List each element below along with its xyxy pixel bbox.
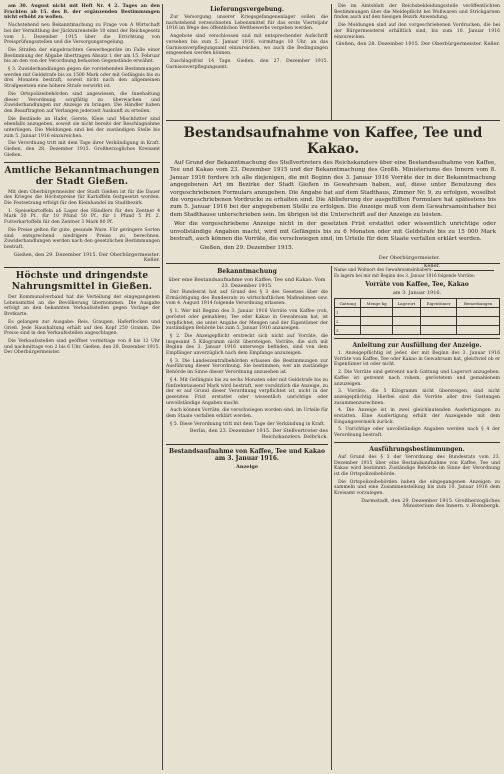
signature: Gießen, den 29. Dezember 1915. Der Oberbürgermeister. Keller.: [13, 251, 160, 264]
table-row: [335, 317, 500, 326]
paragraph: Der Kommunalverband hat die Verteilung der eingegangenen Lebensmittel an die Bevölkerung übernommen. Die Ausgabe erfolgt an den bekannten Verkaufsstellen gegen Vorlage der Brotkarte.: [4, 295, 160, 318]
table-cell: [420, 326, 456, 335]
paragraph: Es gelangen zur Ausgabe: Reis, Graupen, Haferflocken und Grieß. Jede Haushaltung erhält auf den Kopf 250 Gramm. Die Preise sind in den Verkaufsstellen angeschlagen.: [4, 319, 160, 337]
form-subheading: Anzeige: [235, 463, 259, 470]
paragraph: Nachstehend neu Bekanntmachung zu Frage von A Wirtschaft bei der Vermittlung der Jäckwarenstelle 10 einst der Reichsgesetz vom 1. Dezember 1915 über die Errichtung von Preisprüfungsstellen und die Versorgungsregelung.: [4, 23, 160, 46]
column-bottom-right: [334, 266, 500, 770]
main-signer: Der Oberbürgermeister.: [378, 254, 440, 261]
column-top-right: [334, 4, 500, 120]
main-date: Gießen, den 29. Dezember 1915.: [200, 245, 294, 252]
table-header: Gattung: [335, 299, 361, 308]
paragraph: 1. Speisekartoffeln ab Lager des Händlers für den Zentner 4 Mark 50 Pf., für 10 Pfund 50 Pf., für 1 Pfund 5 Pf. 2. Futterkartoffeln für den Zentner 3 Mark 80 Pf.: [4, 208, 160, 226]
table-header: Lagerort: [392, 299, 420, 308]
paragraph: Angebote sind verschlossen und mit entsprechender Aufschrift versehen bis zum 5. Januar 1916, vormittags 10 Uhr, an das Garnisonverpflegungsamt einzureichen, wo auch die Bedingungen eingesehen werden können.: [166, 34, 328, 57]
paragraph: 5. Unrichtige oder unvollständige Angaben werden nach § 4 der Verordnung bestraft.: [334, 427, 500, 439]
table-row: [335, 308, 500, 317]
table-cell: [392, 308, 420, 317]
table-cell: [361, 308, 392, 317]
section-heading: Ausführungsbestimmungen.: [369, 445, 465, 453]
table-cell: [457, 326, 500, 335]
column-rule: [331, 266, 332, 770]
main-paragraph: Auf Grund der Bekanntmachung des Stellvertreters des Reichskanzlers über eine Bestandsaufnahme von Kaffee, Tee und Kakao vom 23. Dezember 1915 und der Bekanntmachung des Großh. Ministeriums des Innern vom 8. Januar 1916 fordere ich alle diejenigen, die mit Beginn des 3. Januar 1916 Vorräte der in der Bekanntmachung angegebenen Art im Bezirke der Stadt Gießen in Gewahrsam haben, auf, diese unter Benutzung des vorgeschriebenen Formulars anzugeben. Die Angabe hat auf dem Stadthaus, Zimmer Nr. 9, zu erfolgen, woselbst die vorgeschriebenen Vordrucke zu erhalten sind. Die Ablieferung der ausgefüllten Formulare hat spätestens bis zum 5. Januar 1916 bei der angegebenen Stelle zu erfolgen. Die Anzeige muß von dem Gewahrsamsinhaber bei dem Stadthause unterschrieben sein. Im übrigen ist die Unterschrift auf der Anzeige zu leisten.: [170, 160, 496, 218]
main-name: Keller.: [423, 262, 440, 269]
form-label: Es lagern bei mir mit Beginn des 3. Januar 1916 folgende Vorräte:: [334, 273, 475, 278]
paragraph: 1. Anzeigepflichtig ist jeder, der mit Beginn des 3. Januar 1916 Vorräte von Kaffee, Tee oder Kakao in Gewahrsam hat, gleichviel ob er Eigentümer ist oder nicht.: [334, 351, 500, 368]
main-paragraph: Wer die vorgeschriebene Anzeige nicht in der gesetzten Frist erstattet oder wissentlich unrichtige oder unvollständige Angaben macht, wird mit Gefängnis bis zu 6 Monaten oder mit Geldstrafe bis zu 15 000 Mark bestraft, auch können die Vorräte, die verschwiegen sind, im Urteile für dem Staate verfallen erklärt werden.: [170, 221, 496, 243]
inventory-table: [334, 298, 500, 335]
divider: [166, 444, 328, 445]
paragraph: Auch können Vorräte, die verschwiegen worden sind, im Urteile für dem Staate verfallen erklärt werden.: [166, 408, 328, 420]
paragraph: Die Meldungen sind auf den vorgeschriebenen Vordrucken, die bei der Bürgermeisterei erhältlich sind, bis zum 10. Januar 1916 einzureichen.: [334, 23, 500, 40]
intro-text: am 30. August nicht mit Heft Nr. 4 2. Tages an den Frachten ab 15. des lt. der ergänzenden Bestimmungen nicht erhöht zu wollen.: [4, 4, 160, 21]
table-subheading: am 3. Januar 1916.: [392, 290, 442, 296]
table-header-row: [335, 299, 500, 308]
divider: [4, 267, 160, 268]
paragraph: § 3. Zuwiderhandlungen gegen die vorstehenden Bestimmungen werden mit Geldstrafe bis zu 1500 Mark oder mit Gefängnis bis zu drei Monaten bestraft, soweit nicht nach den allgemeinen Strafgesetzen eine höhere Strafe verwirkt ist.: [4, 67, 160, 90]
paragraph: Die Ortspolizeibehörden haben die eingegangenen Anzeigen zu sammeln und eine Zusammenstellung bis zum 10. Januar 1916 dem Kreisamt vorzulegen.: [334, 479, 500, 497]
paragraph: Der Bundesrat hat auf Grund des § 3 des Gesetzes über die Ermächtigung des Bundesrats zu wirtschaftlichen Maßnahmen usw. vom 4. August 1914 folgende Verordnung erlassen:: [166, 290, 328, 307]
paragraph: Die im Amtsblatt der Reichsbekleidungsstelle veröffentlichten Bestimmungen über die Meldepflicht bei Wollwaren und Strickgarnen finden auch auf den hiesigen Bezirk Anwendung.: [334, 4, 500, 21]
form-heading: Bestandsaufnahme von Kaffee, Tee und Kakao am 3. Januar 1916.: [169, 447, 325, 462]
column-top-middle: [166, 4, 328, 120]
paragraph: § 2. Die Anzeigepflicht erstreckt sich nicht auf Vorräte, die insgesamt 5 Kilogramm nicht übersteigen. Vorräte, die sich mit Beginn des 3. Januar 1916 unterwegs befinden, sind von dem Empfänger unverzüglich nach dem Empfange anzuzeigen.: [166, 333, 328, 357]
form-label: Name und Wohnort des Gewahrsamsinhabers:: [334, 266, 500, 273]
section-heading: Anleitung zur Ausfüllung der Anzeige.: [352, 342, 482, 349]
section-heading: Höchste und dringendste Nahrungsmittel in Gießen.: [11, 271, 153, 293]
paragraph: Die Preise gelten für gute, gesunde Ware. Für geringere Sorten sind entsprechend niedrigere Preise zu berechnen. Zuwiderhandlungen werden nach den gesetzlichen Bestimmungen bestraft.: [4, 227, 160, 250]
table-header: Eigentümer: [420, 299, 456, 308]
table-cell: [392, 317, 420, 326]
table-cell: [457, 308, 500, 317]
column-rule: [162, 4, 163, 770]
paragraph: Zuschlagsfrist 14 Tage. Gießen, den 27. Dezember 1915. Garnisonverpflegungsamt.: [166, 58, 328, 70]
paragraph: § 3. Die Landeszentralbehörden erlassen die Bestimmungen zur Ausführung dieser Verordnung. Sie bestimmen, wer als zuständige Behörde im Sinne dieser Verordnung anzusehen ist.: [166, 358, 328, 376]
divider: [334, 442, 500, 443]
main-notice: [166, 120, 500, 269]
table-cell: [392, 326, 420, 335]
paragraph: Zur Versorgung unserer Kriegsgefangenenlager sollen die nachstehend verzeichneten Lebensmittel für das erste Vierteljahr 1916 im Wege des öffentlichen Wettbewerbs vergeben werden.: [166, 15, 328, 32]
signature: Gießen, den 28. Dezember 1915. Der Oberbürgermeister. Keller.: [335, 41, 500, 48]
paragraph: 4. Die Anzeige ist in zwei gleichlautenden Ausfertigungen zu erstatten. Eine Ausfertigung erhält der Anzeigende mit dem Eingangsvermerk zurück.: [334, 408, 500, 425]
table-cell: 3: [335, 326, 361, 335]
paragraph: § 4. Mit Gefängnis bis zu sechs Monaten oder mit Geldstrafe bis zu fünfzehntausend Mark wird bestraft, wer vorsätzlich die Anzeige, zu der er auf Grund dieser Verordnung verpflichtet ist, nicht in der gesetzten Frist erstattet oder wissentlich unrichtige oder unvollständige Angaben macht.: [166, 377, 328, 406]
table-cell: [361, 317, 392, 326]
paragraph: Die Verkaufsstellen sind geöffnet vormittags von 8 bis 12 Uhr und nachmittags von 2 bis 6 Uhr. Gießen, den 28. Dezember 1915. Der Oberbürgermeister.: [4, 338, 160, 356]
column-left: [4, 4, 160, 770]
table-heading: Vorräte von Kaffee, Tee, Kakao: [365, 281, 469, 288]
paragraph: Die Strafen der eingebrachten Gewerbegeräte im Falle einer Bestimmung der Abgabe übertragen Absatz 1 der am 15. Februar bis an den von der Verordnung befassten Gegenstände erwähnt.: [4, 47, 160, 65]
signature: Darmstadt, den 29. Dezember 1915. Großherzogliches Ministerium des Innern. v. Hombergk.: [361, 497, 500, 510]
table-cell: 1: [335, 308, 361, 317]
section-heading: Lieferungsvergebung.: [210, 6, 284, 13]
paragraph: § 5. Diese Verordnung tritt mit dem Tage der Verkündung in Kraft.: [170, 421, 326, 427]
column-bottom-middle: [166, 266, 328, 770]
paragraph: 3. Vorräte, die 5 Kilogramm nicht übersteigen, sind nicht anzeigepflichtig. Hierbei sind die Vorräte aller drei Gattungen zusammenzurechnen.: [334, 389, 500, 406]
notice-heading: Amtliche Bekanntmachungen der Stadt Gießen.: [4, 165, 160, 187]
table-header: Menge kg: [361, 299, 392, 308]
section-subheading: über eine Bestandsaufnahme von Kaffee, Tee und Kakao. Vom 23. Dezember 1915.: [168, 277, 326, 289]
column-rule: [331, 4, 332, 120]
table-cell: 2: [335, 317, 361, 326]
divider: [4, 162, 160, 163]
table-cell: [361, 326, 392, 335]
paragraph: Die Ortspolizeibehörden sind angewiesen, die Innehaltung dieser Verordnung sorgfältig zu überwachen und Zuwiderhandlungen zur Anzeige zu bringen. Die Händler haben den Beauftragten auf Verlangen jederzeit Auskunft zu erteilen.: [4, 91, 160, 114]
main-headline: Bestandsaufnahme von Kaffee, Tee und Kakao.: [183, 125, 483, 157]
paragraph: Die Verordnung tritt mit dem Tage ihrer Verkündigung in Kraft. Gießen, den 28. Dezember 1915. Großherzogliches Kreisamt Gießen.: [4, 141, 160, 158]
paragraph: Mit dem Oberbürgermeister der Stadt Gießen ist für die Dauer des Krieges die Höchstpreise für Kartoffeln festgesetzt worden. Die Festsetzung erfolgt für den Kleinhandel im Stadtbezirk.: [4, 189, 160, 206]
table-row: [335, 326, 500, 335]
table-cell: [420, 308, 456, 317]
table-header: Bemerkungen: [457, 299, 500, 308]
table-cell: [420, 317, 456, 326]
divider: [334, 338, 500, 339]
signature: Berlin, den 23. Dezember 1915. Der Stellvertreter des Reichskanzlers. Delbrück.: [189, 428, 328, 441]
paragraph: Auf Grund des § 3 der Verordnung des Bundesrats vom 23. Dezember 1915 über eine Bestandsaufnahme von Kaffee, Tee und Kakao wird bestimmt: Zuständige Behörde im Sinne der Verordnung ist die Ortspolizeibehörde.: [334, 454, 500, 477]
table-cell: [457, 317, 500, 326]
paragraph: Die Bestände an Hafer, Gerste, Kleie und Mischfutter sind ebenfalls anzugeben, soweit sie nicht bereits der Beschlagnahme unterliegen. Die Meldungen sind bei der zuständigen Stelle bis zum 5. Januar 1916 einzureichen.: [4, 116, 160, 139]
paragraph: § 1. Wer mit Beginn des 3. Januar 1916 Vorräte von Kaffee (roh, geröstet oder gemahlen), Tee oder Kakao in Gewahrsam hat, ist verpflichtet, sie unter Angabe der Mengen und der Eigentümer der zuständigen Behörde bis zum 5. Januar 1916 anzuzeigen.: [166, 309, 328, 332]
section-heading: Bekanntmachung: [217, 268, 277, 275]
paragraph: 2. Die Vorräte sind getrennt nach Gattung und Lagerort anzugeben. Kaffee ist getrennt nach rohem, geröstetem und gemahlenem anzuzeigen.: [334, 370, 500, 387]
